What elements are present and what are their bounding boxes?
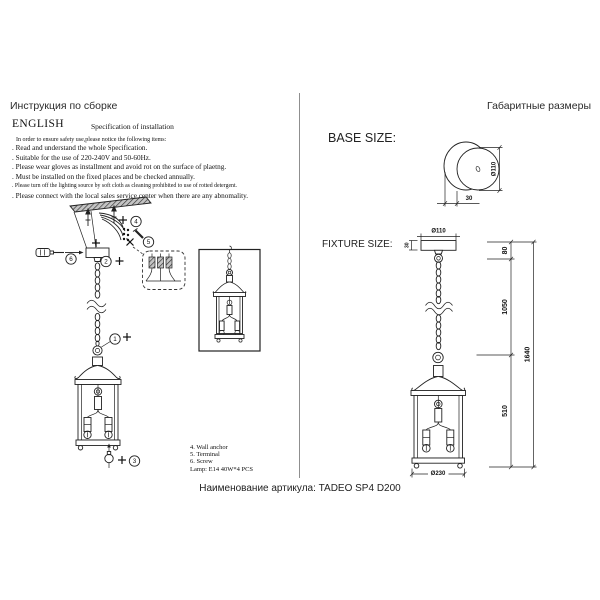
leader-dashed [133,247,144,255]
instruction-item: . Suitable for the use of 220-240V and 50-60Hz. [12,153,151,162]
fixture-size-label: FIXTURE SIZE: [322,239,393,250]
dimensions-diagram [300,110,600,490]
callout-6 [66,254,76,264]
language-heading: ENGLISH [12,118,64,130]
left-section-title: Инструкция по сборке [10,100,118,112]
cross-mark [92,239,100,247]
parts-list-item: 4. Wall anchor [190,444,228,451]
base-drawing [437,142,503,207]
instruction-item: . Must be installed on the fixed places and be checked annually. [12,173,195,182]
terminal-detail-inset [143,251,186,290]
cross-mark [119,216,127,224]
article-caption: Наименование артикула: TADEO SP4 D200 [199,483,401,494]
callout-4 [131,216,141,226]
safety-intro: In order to ensure safety use,please notice the following items: [16,136,167,143]
dim-lantern-diameter: Ø230 [430,470,446,477]
ceiling-plate [70,197,151,212]
instruction-item: . Read and understand the whole Specification. [12,144,148,152]
right-section-title: Габаритные размеры [487,100,591,112]
dim-top-segment: 80 [502,246,509,255]
base-size-label: BASE SIZE: [328,131,397,145]
screw-icon [127,229,144,246]
callout-1-number: 1 [113,336,117,343]
cross-mark [116,257,124,265]
dim-canopy-height: 30 [404,242,411,248]
callout-3 [129,456,139,466]
parts-list-item: Lamp: E14 40W*4 PCS [190,465,254,473]
callout-5 [143,237,153,247]
dim-base-depth: 30 [465,195,473,202]
cross-mark [123,333,131,341]
spec-heading: Specification of installation [91,122,174,131]
chain [87,263,106,346]
callout-3-number: 3 [132,458,137,465]
dim-base-diameter: Ø110 [491,161,498,177]
callout-6-number: 6 [69,256,73,263]
callout-4-number: 4 [134,218,138,226]
dim-canopy-diameter: Ø110 [431,228,446,235]
screwdriver-icon [36,249,84,257]
dim-total-height: 1640 [524,346,532,363]
callout-1 [102,334,121,347]
parts-list-item: 5. Terminal [190,451,220,459]
lantern-drawing [75,346,121,450]
dim-lantern-segment: 510 [502,405,509,417]
cross-mark [118,456,126,464]
assembly-diagram [0,190,300,485]
callout-5-number: 5 [146,239,151,246]
height-dimension-lines [477,240,537,469]
callout-2 [101,256,111,266]
dim-chain-segment: 1050 [502,299,509,315]
assembled-view-inset [199,246,260,351]
fixture-drawing [405,229,467,478]
parts-list-item: 6. Screw [190,458,213,466]
instruction-item: . Please connect with the local sales service center when there are any abnomality. [12,192,249,201]
instruction-item: . Please wear gloves as installment and avoid rot on the surface of plaetng. [12,163,227,172]
instruction-item: . Please turn off the lighting source by soft cloth as cleaning prohibited to use of rotted detergent. [12,182,238,189]
chain [426,262,453,350]
parts-list [190,444,253,473]
light-bulb [105,444,113,469]
callout-2-number: 2 [104,258,108,266]
wires [99,213,129,241]
